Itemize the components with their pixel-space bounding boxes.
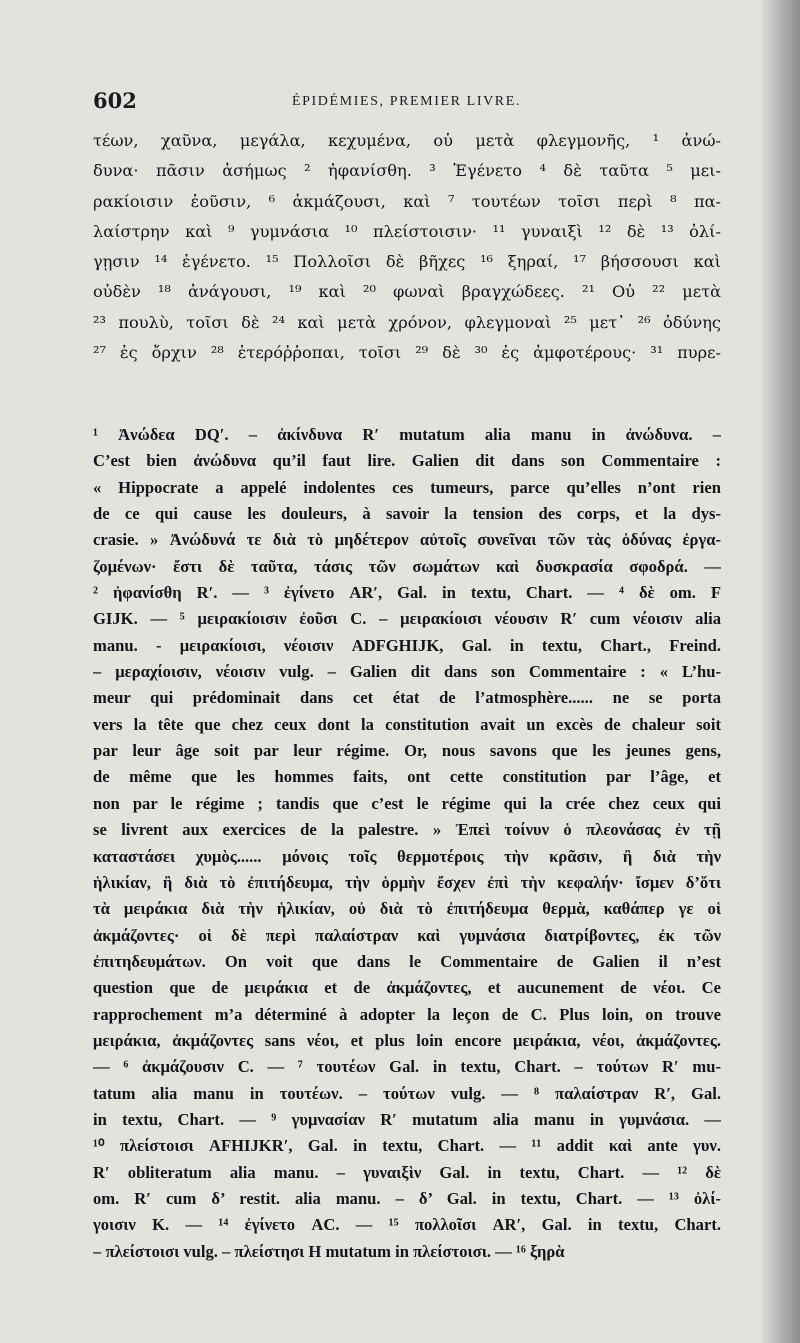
footnote-line: vers la tête que chez ceux dont la constitution avait un excès de chaleur soit — [93, 714, 721, 734]
footnote-line: ζομένων· ἔστι δὲ ταῦτα, τάσις τῶν σωμάτων καὶ δυσκρασία σφοδρά. — — [93, 556, 721, 576]
page-edge-shadow — [762, 0, 800, 1343]
footnote-line: manu. - μειρακίοισι, νέοισιν ADFGHIJK, Gal. in textu, Chart., Freind. — [93, 635, 721, 655]
running-title: ÉPIDÉMIES, PREMIER LIVRE. — [292, 94, 521, 109]
footnote-line: — ⁶ ἀκμάζουσιν C. — ⁷ τουτέων Gal. in textu, Chart. – τούτων R′ mu- — [93, 1057, 721, 1077]
footnote-line: se livrent aux exercices de la palestre. » Ἐπεὶ τοίνυν ὁ πλεονάσας ἐν τῇ — [93, 820, 721, 840]
footnote-line: ἀκμάζοντες· οἱ δὲ περὶ παλαίστραν καὶ γυμνάσια διατρίβοντες, ἐκ τῶν — [93, 925, 721, 945]
footnote-line: – πλείστοισι vulg. – πλείστησι H mutatum in πλείστοισι. — ¹⁶ ξηρὰ — [93, 1241, 565, 1261]
footnote-line: τὰ μειράκια διὰ τὴν ἡλικίαν, οὐ διὰ τὸ ἐπιτήδευμα θερμὰ, καθάπερ γε οἱ — [93, 899, 721, 919]
main-text-line: ρακίοισιν ἐοῦσιν, ⁶ ἀκμάζουσι, καὶ ⁷ τουτέων τοῖσι περὶ ⁸ πα- — [93, 191, 721, 211]
main-text-line: γῃσιν ¹⁴ ἐγένετο. ¹⁵ Πολλοῖσι δὲ βῆχες ¹⁶ ξηραί, ¹⁷ βήσσουσι καὶ — [93, 252, 721, 272]
page-number: 602 — [93, 88, 137, 113]
footnote-line: ἐπιτηδευμάτων. On voit que dans le Commentaire de Galien il n’est — [93, 951, 721, 971]
greek-main-text — [93, 126, 721, 368]
footnote-line: « Hippocrate a appelé indolentes ces tumeurs, parce qu’elles n’ont rien — [93, 477, 721, 497]
footnote-line: question que de μειράκια et de ἀκμάζοντες, et aucunement de νέοι. Ce — [93, 978, 721, 998]
main-text-line: ²⁷ ἐς ὄρχιν ²⁸ ἑτερόῤῥοπαι, τοῖσι ²⁹ δὲ ³⁰ ἐς ἀμφοτέρους· ³¹ πυρε- — [93, 343, 721, 363]
footnote-line: καταστάσει χυμὸς...... μόνοις τοῖς θερμοτέροις τὴν κρᾶσιν, ἢ διὰ τὴν — [93, 846, 721, 866]
footnote-line: γοισιν K. — ¹⁴ ἐγίνετο AC. — ¹⁵ πολλοῖσι AR′, Gal. in textu, Chart. — [93, 1215, 721, 1235]
footnote-line: de même que les hommes faits, ont cette constitution par l’âge, et — [93, 767, 721, 787]
main-text-line: δυνα· πᾶσιν ἀσήμως ² ἠφανίσθη. ³ Ἐγένετο ⁴ δὲ ταῦτα ⁵ μει- — [93, 161, 721, 181]
main-text-line: ²³ πουλὺ, τοῖσι δὲ ²⁴ καὶ μετὰ χρόνον, φλεγμοναὶ ²⁵ μετ᾽ ²⁶ ὀδύνης — [93, 312, 721, 332]
footnote-line: non par le régime ; tandis que c’est le régime qui la crée chez ceux qui — [93, 793, 721, 813]
footnotes — [93, 422, 721, 1265]
footnote-line: de ce qui cause les douleurs, à savoir la tension des corps, et la dys- — [93, 504, 721, 524]
footnote-line: GIJK. — ⁵ μειρακίοισιν ἐοῦσι C. – μειρακίοισι νέουσιν R′ cum νέοισιν alia — [93, 609, 721, 629]
footnote-line: par leur âge soit par leur régime. Or, nous savons que les jeunes gens, — [93, 741, 721, 761]
footnote-line: R′ obliteratum alia manu. – γυναιξὶν Gal. in textu, Chart. — ¹² δὲ — [93, 1162, 721, 1182]
footnote-line: C’est bien ἀνώδυνα qu’il faut lire. Galien dit dans son Commentaire : — [93, 451, 721, 471]
footnote-line: in textu, Chart. — ⁹ γυμνασίαν R′ mutatum alia manu in γυμνάσια. — — [93, 1109, 721, 1129]
footnote-line: ² ἠφανίσθη R′. — ³ ἐγίνετο AR′, Gal. in textu, Chart. — ⁴ δὲ om. F — [93, 583, 721, 603]
footnote-line: rapprochement m’a déterminé à adopter la leçon de C. Plus loin, on trouve — [93, 1004, 721, 1024]
footnote-line: om. R′ cum δ’ restit. alia manu. – δ’ Gal. in textu, Chart. — ¹³ ὀλί- — [93, 1188, 721, 1208]
footnote-line: μειράκια, ἀκμάζοντες sans νέοι, et plus loin encore μειράκια, νέοι, ἀκμάζοντες. — [93, 1030, 721, 1050]
footnote-line: ¹ Ἀνώδεα DQ′. – ἀκίνδυνα R′ mutatum alia manu in ἀνώδυνα. – — [93, 425, 721, 444]
footnote-line: ¹⁰ πλείστοισι AFHIJKR′, Gal. in textu, Chart. — ¹¹ addit καὶ ante γυν. — [93, 1136, 721, 1156]
main-text-line: τέων, χαῦνα, μεγάλα, κεχυμένα, οὐ μετὰ φλεγμονῆς, ¹ ἀνώ- — [93, 131, 721, 150]
footnote-line: crasie. » Ἀνώδυνά τε διὰ τὸ μηδέτερον αὐτοῖς συνεῖναι τῶν τὰς ὀδύνας ἐργα- — [93, 530, 721, 550]
footnote-line: ἡλικίαν, ἢ διὰ τὸ ἐπιτήδευμα, τὴν ὁρμὴν ἔσχεν ἐπὶ τὴν κεφαλήν· ἴσμεν δ’ὅτι — [93, 872, 721, 892]
main-text-line: λαίστρην καὶ ⁹ γυμνάσια ¹⁰ πλείστοισιν· ¹¹ γυναιξὶ ¹² δὲ ¹³ ὀλί- — [93, 221, 721, 241]
footnote-line: meur qui prédominait dans cet état de l’atmosphère...... ne se porta — [93, 688, 721, 708]
main-text-line: οὐδὲν ¹⁸ ἀνάγουσι, ¹⁹ καὶ ²⁰ φωναὶ βραγχώδεες. ²¹ Οὐ ²² μετὰ — [93, 282, 721, 302]
page-header — [93, 88, 720, 118]
footnote-line: tatum alia manu in τουτέων. – τούτων vulg. — ⁸ παλαίστραν R′, Gal. — [93, 1083, 721, 1103]
footnote-line: – μεραχίοισιν, νέοισιν vulg. – Galien dit dans son Commentaire : « L’hu- — [93, 662, 721, 682]
